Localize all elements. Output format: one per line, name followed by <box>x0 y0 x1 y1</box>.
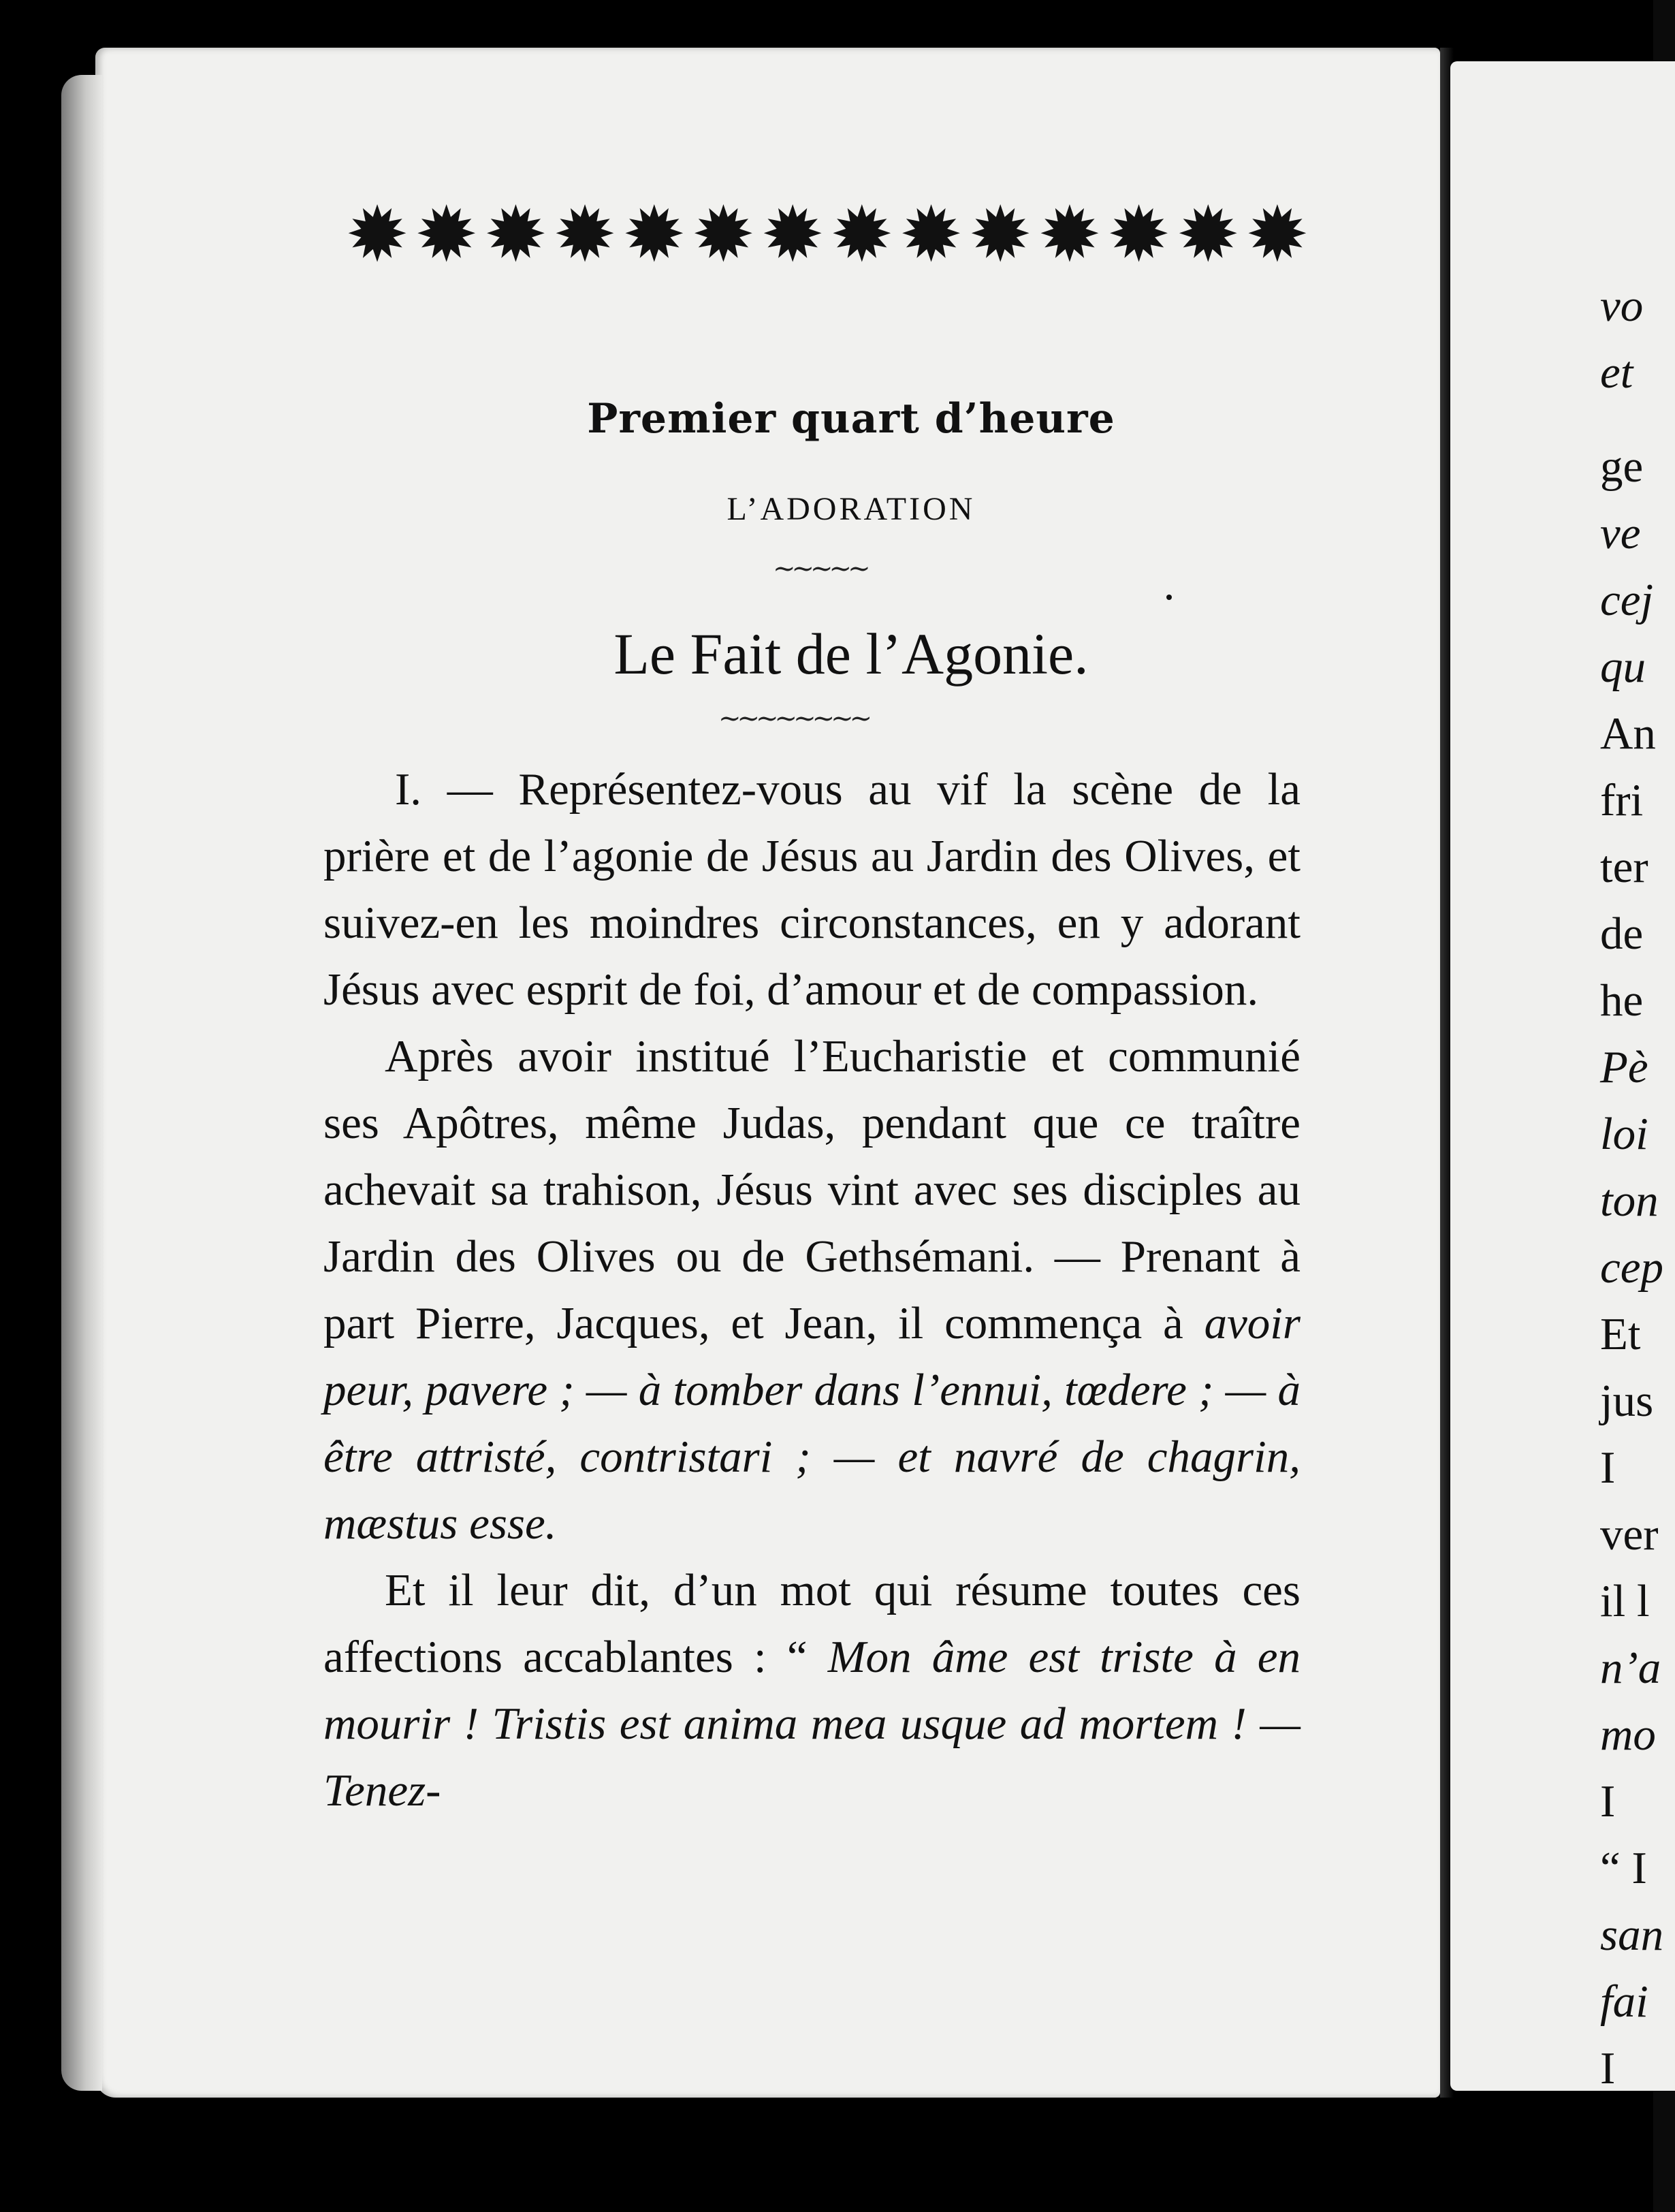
paragraph-2-italic: avoir peur, pavere ; — à tomber dans l’ennui, tœdere ; — à être attristé, contristari ; — et navré de chagrin, mæstus esse. <box>323 1298 1301 1549</box>
ornament-star-icon: ✹ <box>829 191 894 279</box>
right-page-line: “ I <box>1600 1843 1647 1893</box>
right-page-line: ve <box>1600 508 1641 558</box>
ornamental-border <box>344 191 1311 279</box>
right-page-line: et <box>1600 347 1633 398</box>
ornament-star-icon: ✹ <box>345 191 409 279</box>
right-page-line: ter <box>1600 842 1648 892</box>
ornament-star-icon: ✹ <box>691 191 756 279</box>
right-page-text <box>1600 272 1664 2102</box>
paragraph-3 <box>323 1557 1301 1824</box>
right-page-line: ver <box>1600 1509 1659 1560</box>
right-page-line: I <box>1600 1776 1616 1827</box>
right-page-line: qu <box>1600 642 1646 692</box>
ornament-star-icon: ✹ <box>622 191 686 279</box>
ornament-star-icon: ✹ <box>899 191 963 279</box>
chapter-heading: Le Fait de l’Agonie. <box>613 621 1089 686</box>
right-page-line: vo <box>1600 281 1644 331</box>
ornament-star-icon: ✹ <box>414 191 479 279</box>
right-page-line: fri <box>1600 775 1644 825</box>
right-page-line <box>1600 406 1653 433</box>
paragraph-2 <box>323 1023 1301 1557</box>
right-page-line: de <box>1600 908 1644 959</box>
right-page-line: n’a <box>1600 1643 1661 1693</box>
paragraph-2-text: Après avoir institué l’Eucharistie et communié ses Apôtres, même Judas, pendant que ce traître achevait sa trahison, Jésus vint avec ses disciples au Jardin des Olives ou de Gethsémani. — Prenant à part Pierre, Jacques, et Jean, il commença à <box>323 1031 1301 1348</box>
right-page-line: Pè <box>1600 1042 1648 1092</box>
section-subtitle: L’ADORATION <box>727 491 976 527</box>
ornament-star-icon: ✹ <box>968 191 1033 279</box>
right-page-line: cej <box>1600 575 1654 625</box>
paragraph-3-italic: Mon âme est triste à en mourir ! Tristis est anima mea usque ad mortem ! — Tenez- <box>323 1632 1301 1816</box>
right-page-line: cep <box>1600 1242 1663 1293</box>
print-speck <box>1166 595 1172 600</box>
ornament-star-icon: ✹ <box>553 191 617 279</box>
right-page-line: An <box>1600 708 1656 759</box>
decorative-rule-2: ~~~~~~~~ <box>718 703 869 734</box>
right-page-line: I <box>1600 1442 1616 1493</box>
section-title: Premier quart d’heure <box>587 395 1115 443</box>
right-page-line: il l <box>1600 1576 1650 1626</box>
right-page-line: fai <box>1600 1976 1648 2027</box>
right-page-line: loi <box>1600 1109 1648 1159</box>
ornament-star-icon: ✹ <box>761 191 825 279</box>
ornament-star-icon: ✹ <box>1037 191 1102 279</box>
right-page-line: Et <box>1600 1309 1641 1359</box>
paragraph-1: I. — Représentez-vous au vif la scène de la prière et de l’agonie de Jésus au Jardin des Olives, et suivez-en les moindres circonstances, en y adorant Jésus avec esprit de foi, d’amour et de compassion. <box>323 764 1301 1015</box>
right-page-line: ge <box>1600 441 1644 492</box>
decorative-rule: ~~~~~ <box>773 553 867 584</box>
right-page-line: jus <box>1600 1376 1654 1426</box>
ornament-star-icon: ✹ <box>1106 191 1171 279</box>
ornament-star-icon: ✹ <box>483 191 548 279</box>
ornament-star-icon: ✹ <box>1245 191 1309 279</box>
right-page-line: mo <box>1600 1709 1656 1760</box>
right-page-line: he <box>1600 975 1644 1026</box>
right-page-line: ton <box>1600 1175 1659 1226</box>
right-page-line: san <box>1600 1910 1664 1960</box>
right-page-line: I <box>1600 2043 1616 2094</box>
paragraph-3-text: Et il leur dit, d’un mot qui résume toutes ces affections accablantes : “ <box>323 1565 1301 1682</box>
ornament-star-icon: ✹ <box>1176 191 1241 279</box>
body-text <box>323 756 1301 1824</box>
